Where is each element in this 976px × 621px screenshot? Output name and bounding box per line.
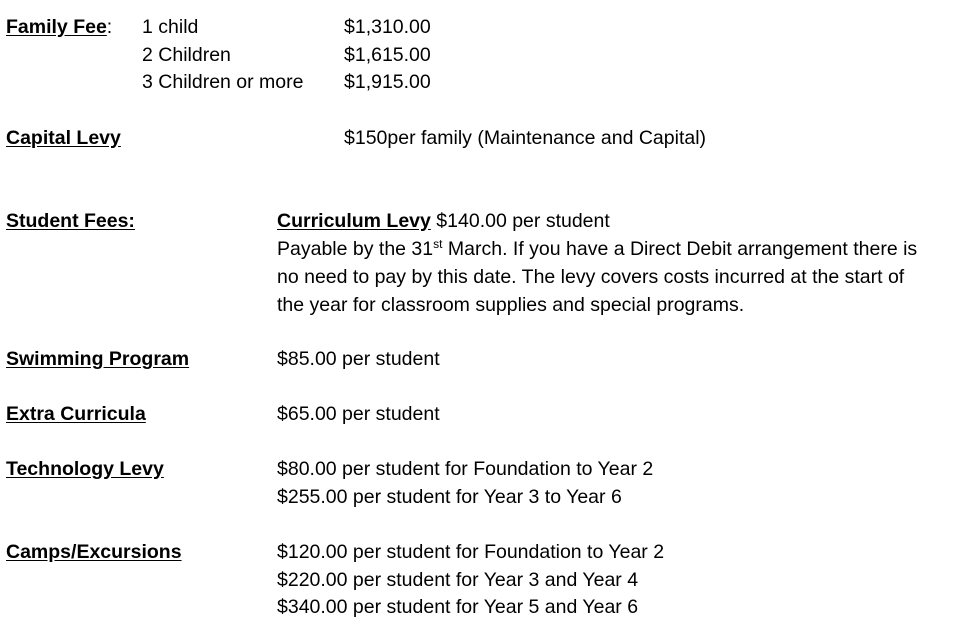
technology-levy-line-2: $255.00 per student for Year 3 to Year 6 xyxy=(277,486,622,508)
family-fee-amount-3: $1,915.00 xyxy=(344,71,431,93)
family-fee-colon: : xyxy=(106,16,113,38)
curriculum-levy-label: Curriculum Levy xyxy=(277,210,431,232)
student-fees-label: Student Fees: xyxy=(6,210,135,232)
camps-line-1: $120.00 per student for Foundation to Year 2 xyxy=(277,541,665,563)
camps-excursions-label: Camps/Excursions xyxy=(6,541,182,563)
payable-pre: Payable by the 31 xyxy=(277,238,434,260)
family-fee-amount-2: $1,615.00 xyxy=(344,44,431,66)
payable-line-2: no need to pay by this date. The levy covers costs incurred at the start of xyxy=(277,266,905,288)
family-fee-heading xyxy=(6,13,112,41)
payable-line-3: the year for classroom supplies and special programs. xyxy=(277,294,745,316)
payable-line xyxy=(277,235,972,263)
swimming-program-text: $85.00 per student xyxy=(277,348,440,370)
family-fee-desc-2: 2 Children xyxy=(142,44,231,66)
family-fee-desc-3: 3 Children or more xyxy=(142,71,304,93)
family-fee-label: Family Fee xyxy=(6,16,107,38)
curriculum-levy-amount: $140.00 per student xyxy=(430,210,610,232)
payable-post: March. If you have a Direct Debit arrangement there is xyxy=(442,238,918,260)
extra-curricula-text: $65.00 per student xyxy=(277,403,440,425)
extra-curricula-label: Extra Curricula xyxy=(6,403,146,425)
technology-levy-line-1: $80.00 per student for Foundation to Year 2 xyxy=(277,458,654,480)
family-fee-desc-1: 1 child xyxy=(142,16,199,38)
capital-levy-text: $150per family (Maintenance and Capital) xyxy=(344,127,707,149)
camps-line-2: $220.00 per student for Year 3 and Year 4 xyxy=(277,569,639,591)
camps-line-3: $340.00 per student for Year 5 and Year 6 xyxy=(277,596,639,618)
swimming-program-label: Swimming Program xyxy=(6,348,190,370)
student-fees-block xyxy=(277,207,972,319)
curriculum-levy-line xyxy=(277,207,972,235)
technology-levy-label: Technology Levy xyxy=(6,458,164,480)
payable-sup: st xyxy=(433,237,443,251)
family-fee-amount-1: $1,310.00 xyxy=(344,16,431,38)
capital-levy-label: Capital Levy xyxy=(6,127,121,149)
